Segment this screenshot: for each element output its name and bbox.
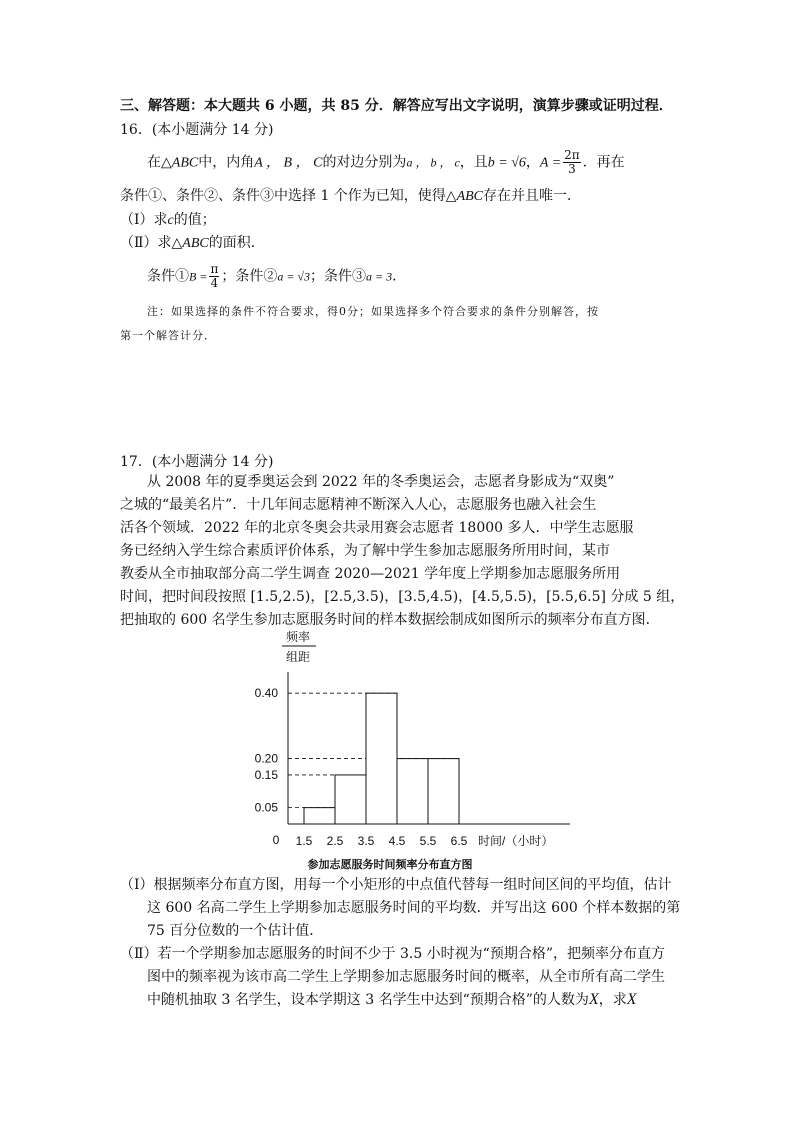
q16-abc-2: ABC — [456, 189, 484, 204]
origin-label: 0 — [272, 833, 280, 847]
q16-stem-line1 — [147, 149, 625, 176]
q16-part1-b: 的值； — [173, 212, 216, 228]
q16-stem-d: ，且 — [459, 154, 488, 171]
histogram-bar — [304, 808, 335, 824]
q16-cond1-num: π — [210, 262, 219, 276]
q16-A-label: A = — [539, 155, 562, 171]
x-tick-label: 2.5 — [326, 834, 344, 848]
q17-para-line5: 教委从全市抽取部分高二学生调查 2020—2021 学年度上学期参加志愿服务所用 — [120, 566, 621, 582]
q16-abc-3: ABC — [182, 236, 209, 251]
q16-line2-end: 存在并且唯一． — [483, 188, 582, 204]
q17-part1-line1: （Ⅰ）根据频率分布直方图，用每一个小矩形的中点值代替每一组时间区间的平均值，估计 — [120, 877, 672, 893]
y-tick-label: 0.20 — [254, 751, 278, 766]
y-axis-label-numerator: 频率 — [285, 630, 311, 644]
y-tick-label: 0.05 — [254, 800, 278, 815]
q16-stem-line2 — [120, 186, 581, 207]
q16-stem-e: ， — [525, 154, 540, 171]
histogram-static — [273, 629, 554, 871]
histogram-bar — [366, 693, 397, 824]
q17-part2-end: ，求 — [598, 992, 627, 1008]
y-axis-label-denominator: 组距 — [285, 650, 311, 664]
chart-title: 参加志愿服务时间频率分布直方图 — [307, 859, 473, 871]
q16-stem-b: 中，内角 — [198, 154, 255, 171]
q16-note-line2: 第一个解答计分． — [120, 329, 216, 342]
y-tick-label: 0.40 — [254, 686, 278, 701]
q16-cond1-fraction — [209, 263, 219, 290]
q16-line2: 条件①、条件②、条件③中选择 1 个作为已知，使得△ — [120, 188, 457, 204]
q17-part1-line3: 75 百分位数的一个估计值． — [147, 923, 324, 939]
histogram-marks — [255, 672, 570, 848]
q17-para-line3: 活各个领域．2022 年的北京冬奥会共录用赛会志愿者 18000 多人．中学生志愿服 — [120, 520, 634, 536]
q16-cond1-label: 条件① — [147, 268, 189, 285]
x-tick-label: 4.5 — [388, 834, 406, 848]
q16-cond2-eq: a = √3 — [277, 269, 311, 284]
q16-cond-end: ． — [392, 268, 407, 285]
q16-note-line1: 注：如果选择的条件不符合要求，得0分；如果选择多个符合要求的条件分别解答，按 — [147, 305, 599, 318]
q16-part2-b: 的面积． — [208, 235, 265, 251]
x-tick-label: 5.5 — [419, 834, 437, 848]
q17-part2-line3 — [147, 988, 637, 1012]
q17-para-line6: 时间，把时间段按照 [1.5,2.5)，[2.5,3.5)，[3.5,4.5)，[4.5,5.5)，[5.5,6.5] 分成 5 组， — [120, 589, 685, 605]
x-tick-label: 3.5 — [357, 834, 375, 848]
histogram-bar — [428, 759, 459, 824]
q17-part2-X2: X — [626, 991, 637, 1008]
q16-part1-c: c — [167, 213, 174, 228]
q16-cond2: ；条件② — [221, 268, 278, 285]
q16-stem-c: 的对边分别为 — [322, 154, 407, 171]
q16-angles: A ， B ， C — [254, 155, 323, 171]
q17-part2-line3-text: 中随机抽取 3 名学生，设本学期这 3 名学生中达到“预期合格”的人数为 — [147, 992, 589, 1008]
q16-cond3: ；条件③ — [310, 268, 367, 285]
q17-part2-line1: （Ⅱ）若一个学期参加志愿服务的时间不少于 3.5 小时视为“预期合格”，把频率分布直方 — [120, 946, 665, 962]
q16-sides: a ， b ， c — [406, 155, 460, 170]
x-tick-label: 6.5 — [450, 834, 468, 848]
q17-part1-line2: 这 600 名高二学生上学期参加志愿服务时间的平均数．并写出这 600 个样本数据的第 — [147, 900, 681, 916]
q16-part1-a: （Ⅰ）求 — [120, 212, 168, 228]
q17-part2-X: X — [588, 991, 599, 1008]
q16-cond1-den: 4 — [210, 276, 219, 290]
q16-cond3-eq: a = 3 — [366, 269, 393, 284]
q16-A-num: 2π — [564, 148, 580, 162]
q17-para-line7: 把抽取的 600 名学生参加志愿服务时间的样本数据绘制成如图所示的频率分布直方图． — [120, 612, 660, 628]
x-tick-label: 1.5 — [295, 834, 313, 848]
q16-A-fraction — [563, 149, 581, 176]
q17-part2-line2: 图中的频率视为该市高二学生上学期参加志愿服务时间的概率，从全市所有高二学生 — [147, 969, 665, 985]
q16-title: 16．(本小题满分 14 分) — [120, 122, 274, 138]
histogram-bar — [335, 775, 366, 824]
histogram-bar — [397, 759, 428, 824]
frequency-histogram — [240, 628, 580, 873]
q16-b-eq: b = √6 — [487, 155, 526, 171]
q17-para-line2: 之城的“最美名片”．十几年间志愿精神不断深入人心，志愿服务也融入社会生 — [120, 497, 597, 513]
q17-para-line4: 务已经纳入学生综合素质评价体系，为了解中学生参加志愿服务所用时间，某市 — [120, 543, 610, 559]
q17-para-line1: 从 2008 年的夏季奥运会到 2022 年的冬季奥运会，志愿者身影成为“双奥” — [147, 474, 615, 490]
q16-abc: ABC — [171, 155, 199, 171]
q16-cond1-B: B = — [189, 269, 208, 284]
q16-part2 — [120, 233, 265, 254]
q16-part2-a: （Ⅱ）求△ — [120, 235, 183, 251]
section-heading: 三、解答题：本大题共 6 小题，共 85 分．解答应写出文字说明，演算步骤或证明过程． — [120, 98, 673, 114]
q16-stem-f: ．再在 — [582, 154, 625, 171]
q16-A-den: 3 — [568, 162, 576, 176]
y-tick-label: 0.15 — [254, 767, 278, 782]
q16-stem-a: 在△ — [147, 154, 172, 171]
q16-part1 — [120, 210, 216, 231]
q17-title: 17．(本小题满分 14 分) — [120, 454, 274, 470]
q16-conditions — [147, 263, 406, 290]
x-axis-label: 时间/（小时） — [478, 834, 554, 848]
